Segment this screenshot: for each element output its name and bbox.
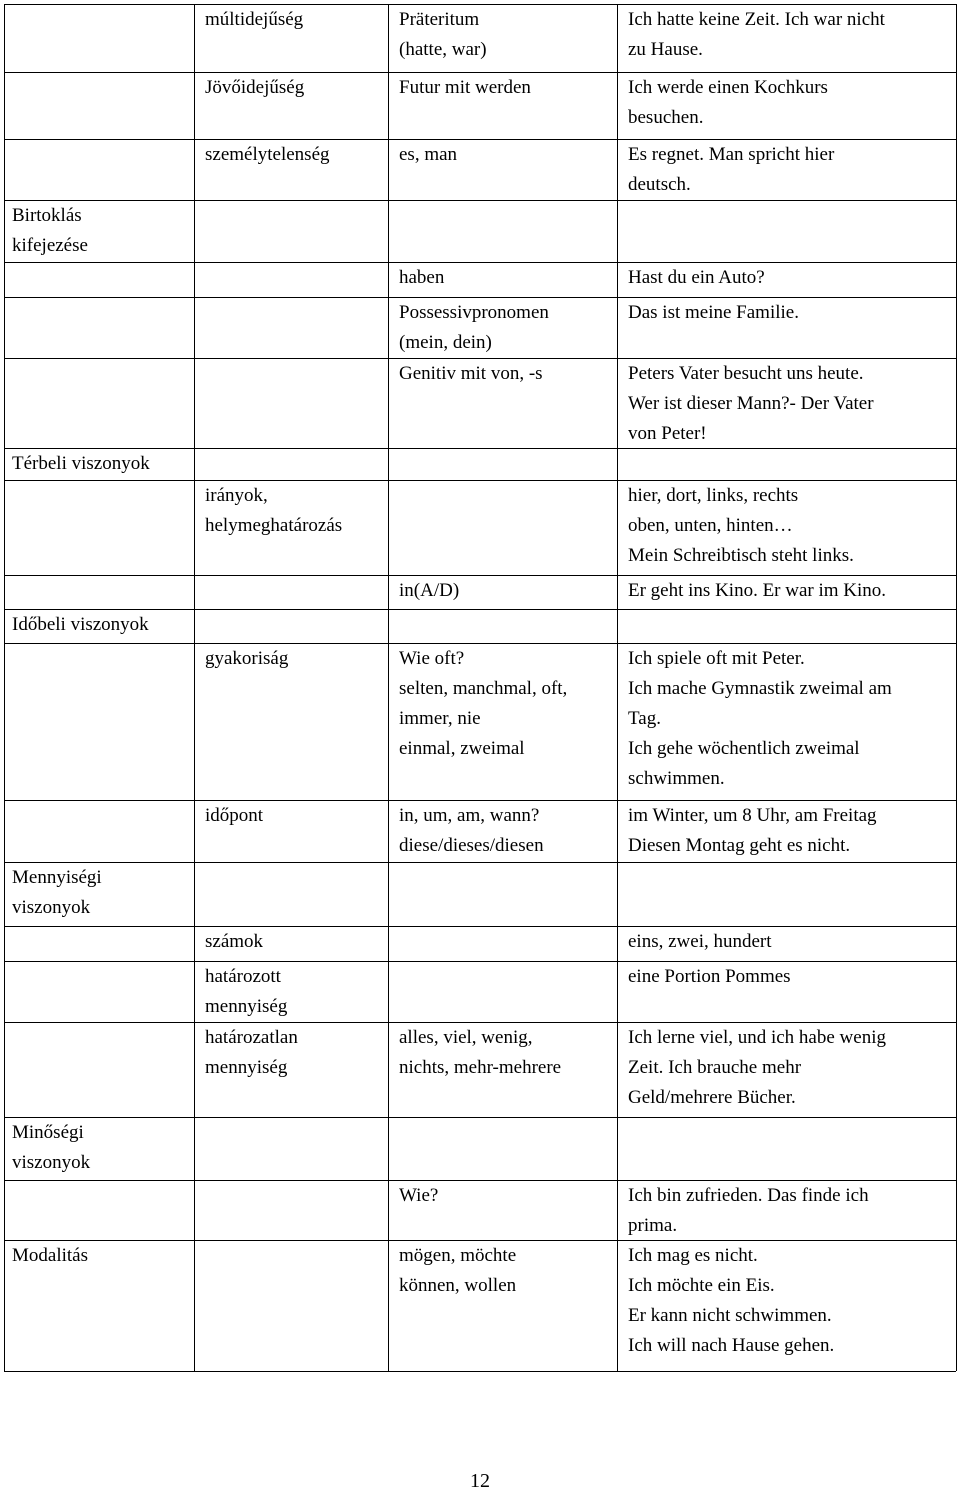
row-possessivpronomen-col3-line: Das ist meine Familie. xyxy=(628,302,799,323)
row-iranyok-col3-line: oben, unten, hinten… xyxy=(628,515,793,536)
row-jovoidejuseg-col1-line: Jövőidejűség xyxy=(205,77,305,98)
row-hatarozatlan-col2-line: nichts, mehr-mehrere xyxy=(399,1057,562,1078)
row-multidejuseg-col2-line: Präteritum xyxy=(399,9,480,30)
row-genitiv-col2-line: Genitiv mit von, -s xyxy=(399,363,543,384)
row-idopont-col3-line: im Winter, um 8 Uhr, am Freitag xyxy=(628,805,877,826)
row-idopont-col1-line: időpont xyxy=(205,805,264,826)
row-modalitas-col0-line: Modalitás xyxy=(12,1245,88,1266)
row-gyakorisag-col2-line: Wie oft? xyxy=(399,648,465,669)
row-hatarozott-col1-line: mennyiség xyxy=(205,996,288,1017)
row-wie-col3-line: Ich bin zufrieden. Das finde ich xyxy=(628,1185,869,1206)
row-possessivpronomen-col2-line: Possessivpronomen xyxy=(399,302,549,323)
row-szemelytelenseg-col1-line: személytelenség xyxy=(205,144,330,165)
row-hatarozatlan-col3-line: Ich lerne viel, und ich habe wenig xyxy=(628,1027,886,1048)
row-gyakorisag-col3-line: Ich mache Gymnastik zweimal am xyxy=(628,678,892,699)
row-hatarozatlan-col1-line: határozatlan xyxy=(205,1027,298,1048)
row-gyakorisag-col3-line: schwimmen. xyxy=(628,768,725,789)
row-idopont-col3-line: Diesen Montag geht es nicht. xyxy=(628,835,851,856)
row-hatarozatlan-col1-line: mennyiség xyxy=(205,1057,288,1078)
row-in-ad-col2-line: in(A/D) xyxy=(399,580,460,601)
row-hatarozott-col1-line: határozott xyxy=(205,966,281,987)
row-terbeli-col0-line: Térbeli viszonyok xyxy=(12,453,150,474)
row-iranyok-col1-line: helymeghatározás xyxy=(205,515,343,536)
row-multidejuseg-col2-line: (hatte, war) xyxy=(399,39,487,60)
row-modalitas-col2-line: können, wollen xyxy=(399,1275,517,1296)
row-multidejuseg-col3-line: Ich hatte keine Zeit. Ich war nicht xyxy=(628,9,885,30)
row-multidejuseg-col3-line: zu Hause. xyxy=(628,39,703,60)
row-iranyok-col3-line: Mein Schreibtisch steht links. xyxy=(628,545,854,566)
row-wie-col3-line: prima. xyxy=(628,1215,678,1236)
row-minosegi-col0-line: viszonyok xyxy=(12,1152,91,1173)
row-szemelytelenseg-col3-line: Es regnet. Man spricht hier xyxy=(628,144,835,165)
row-modalitas-col3-line: Er kann nicht schwimmen. xyxy=(628,1305,832,1326)
row-genitiv-col3-line: Peters Vater besucht uns heute. xyxy=(628,363,864,384)
row-szemelytelenseg-col2-line: es, man xyxy=(399,144,458,165)
row-idopont-col2-line: in, um, am, wann? xyxy=(399,805,540,826)
row-idobeli-col0-line: Időbeli viszonyok xyxy=(12,614,149,635)
row-possessivpronomen-col2-line: (mein, dein) xyxy=(399,332,492,353)
row-birtoklas-col0-line: kifejezése xyxy=(12,235,88,256)
row-modalitas-col2-line: mögen, möchte xyxy=(399,1245,517,1266)
row-wie-col2-line: Wie? xyxy=(399,1185,439,1206)
row-hatarozatlan-col3-line: Zeit. Ich brauche mehr xyxy=(628,1057,802,1078)
row-mennyisegi-col0-line: viszonyok xyxy=(12,897,91,918)
row-jovoidejuseg-col2-line: Futur mit werden xyxy=(399,77,531,98)
row-gyakorisag-col2-line: selten, manchmal, oft, xyxy=(399,678,568,699)
row-modalitas-col3-line: Ich möchte ein Eis. xyxy=(628,1275,775,1296)
row-genitiv-col3-line: von Peter! xyxy=(628,423,707,444)
row-haben-col3-line: Hast du ein Auto? xyxy=(628,267,765,288)
row-jovoidejuseg-col3-line: Ich werde einen Kochkurs xyxy=(628,77,828,98)
row-gyakorisag-col3-line: Tag. xyxy=(628,708,661,729)
row-mennyisegi-col0-line: Mennyiségi xyxy=(12,867,102,888)
row-hatarozott-col3-line: eine Portion Pommes xyxy=(628,966,791,987)
row-idopont-col2-line: diese/dieses/diesen xyxy=(399,835,544,856)
row-szamok-col3-line: eins, zwei, hundert xyxy=(628,931,772,952)
row-gyakorisag-col2-line: immer, nie xyxy=(399,708,481,729)
row-gyakorisag-col1-line: gyakoriság xyxy=(205,648,289,669)
row-szamok-col1-line: számok xyxy=(205,931,264,952)
row-iranyok-col1-line: irányok, xyxy=(205,485,268,506)
row-genitiv-col3-line: Wer ist dieser Mann?- Der Vater xyxy=(628,393,874,414)
row-haben-col2-line: haben xyxy=(399,267,445,288)
row-szemelytelenseg-col3-line: deutsch. xyxy=(628,174,691,195)
row-modalitas-col3-line: Ich mag es nicht. xyxy=(628,1245,758,1266)
row-in-ad-col3-line: Er geht ins Kino. Er war im Kino. xyxy=(628,580,887,601)
row-gyakorisag-col2-line: einmal, zweimal xyxy=(399,738,525,759)
row-hatarozatlan-col3-line: Geld/mehrere Bücher. xyxy=(628,1087,796,1108)
row-hatarozatlan-col2-line: alles, viel, wenig, xyxy=(399,1027,533,1048)
row-modalitas-col3-line: Ich will nach Hause gehen. xyxy=(628,1335,835,1356)
row-gyakorisag-col3-line: Ich gehe wöchentlich zweimal xyxy=(628,738,860,759)
row-gyakorisag-col3-line: Ich spiele oft mit Peter. xyxy=(628,648,805,669)
row-birtoklas-col0-line: Birtoklás xyxy=(12,205,82,226)
row-jovoidejuseg-col3-line: besuchen. xyxy=(628,107,704,128)
page-number: 12 xyxy=(470,1470,490,1492)
row-iranyok-col3-line: hier, dort, links, rechts xyxy=(628,485,799,506)
row-multidejuseg-col1-line: múltidejűség xyxy=(205,9,304,30)
row-minosegi-col0-line: Minőségi xyxy=(12,1122,84,1143)
